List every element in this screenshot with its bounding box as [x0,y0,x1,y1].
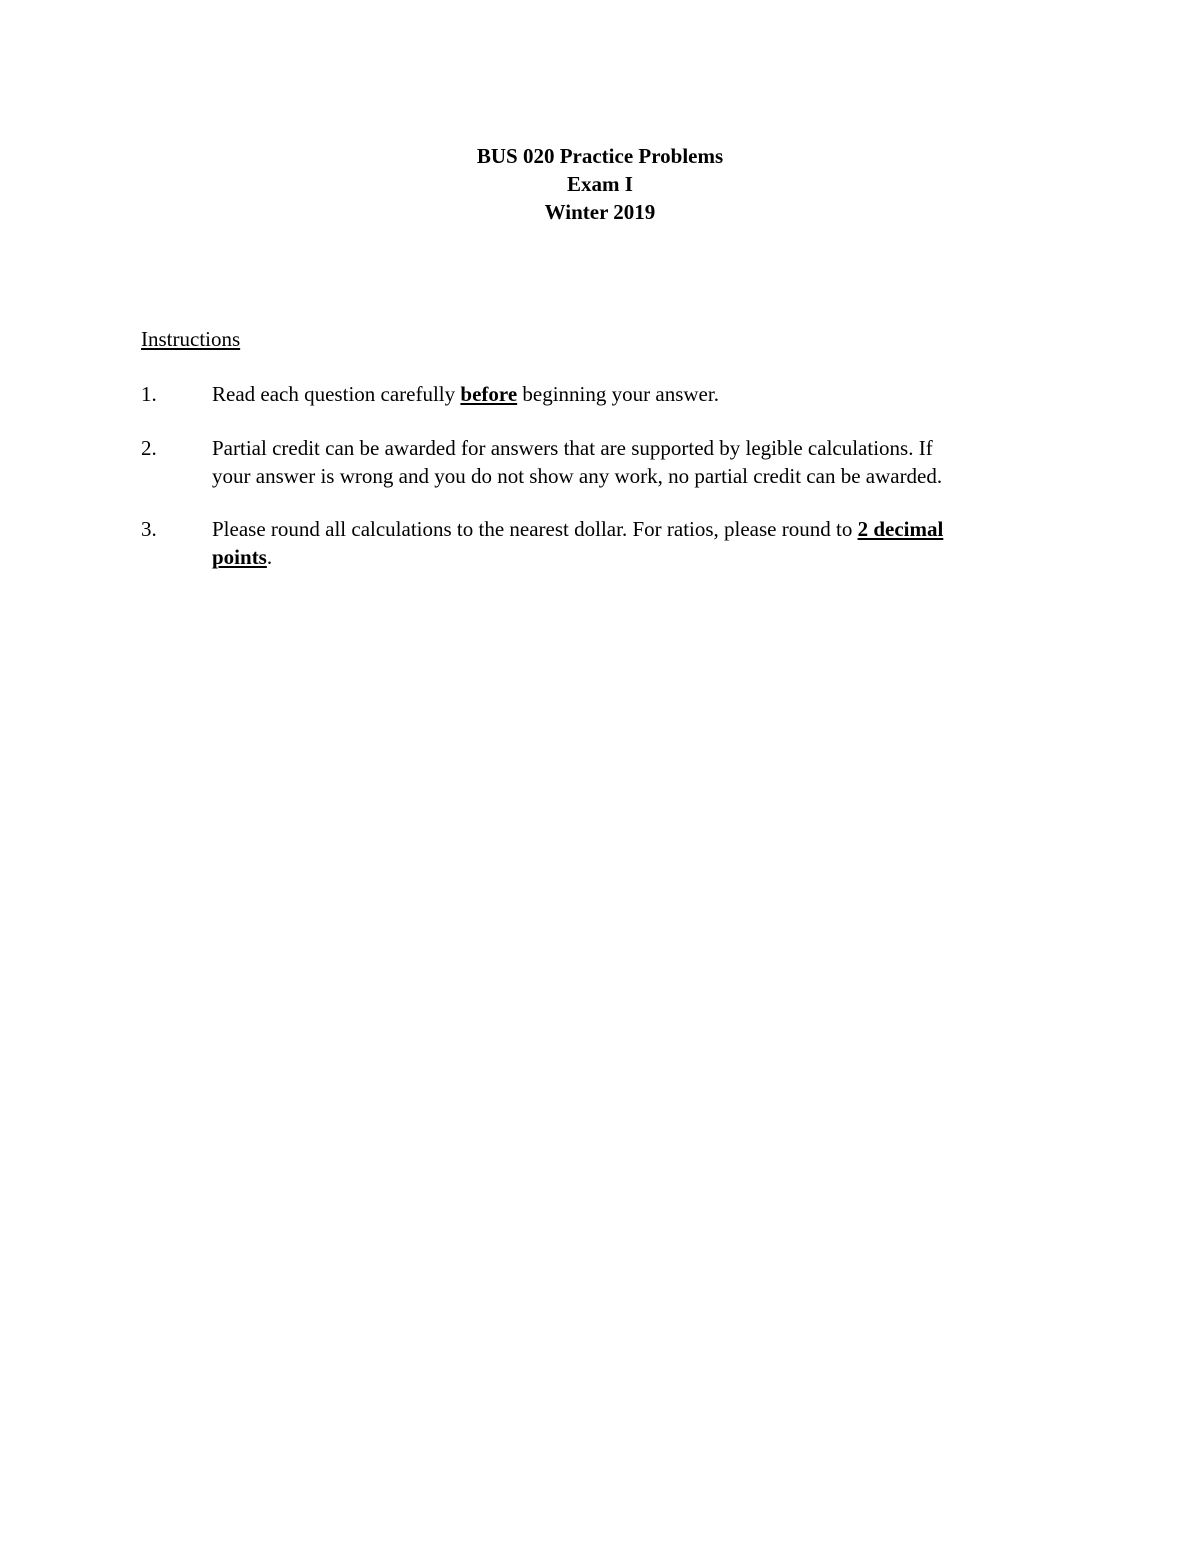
instruction-text [212,515,1052,571]
document-title-block [0,142,1200,226]
exam-title: Exam I [567,172,633,196]
instruction-emphasis-1: 2 decimal [857,517,944,541]
instruction-number: 2. [141,436,157,460]
instruction-text [212,434,1052,490]
instruction-emphasis-2: points [212,545,267,569]
instruction-text-post: beginning your answer. [517,382,719,406]
instruction-text-pre: Please round all calculations to the nearest dollar. For ratios, please round to [212,517,858,541]
course-title: BUS 020 Practice Problems [476,144,724,168]
instruction-text-line-1: Partial credit can be awarded for answers that are supported by legible calculations. If [212,436,933,460]
instruction-text [212,380,1052,408]
instruction-emphasis: before [460,382,518,406]
instruction-text-post: . [266,545,273,569]
instruction-text-pre: Read each question carefully [212,382,461,406]
instruction-text-line-2: your answer is wrong and you do not show any work, no partial credit can be awarded. [212,464,943,488]
instruction-number: 3. [141,517,157,541]
instructions-heading: Instructions [141,327,241,351]
term-title: Winter 2019 [544,200,656,224]
instruction-number: 1. [141,382,157,406]
